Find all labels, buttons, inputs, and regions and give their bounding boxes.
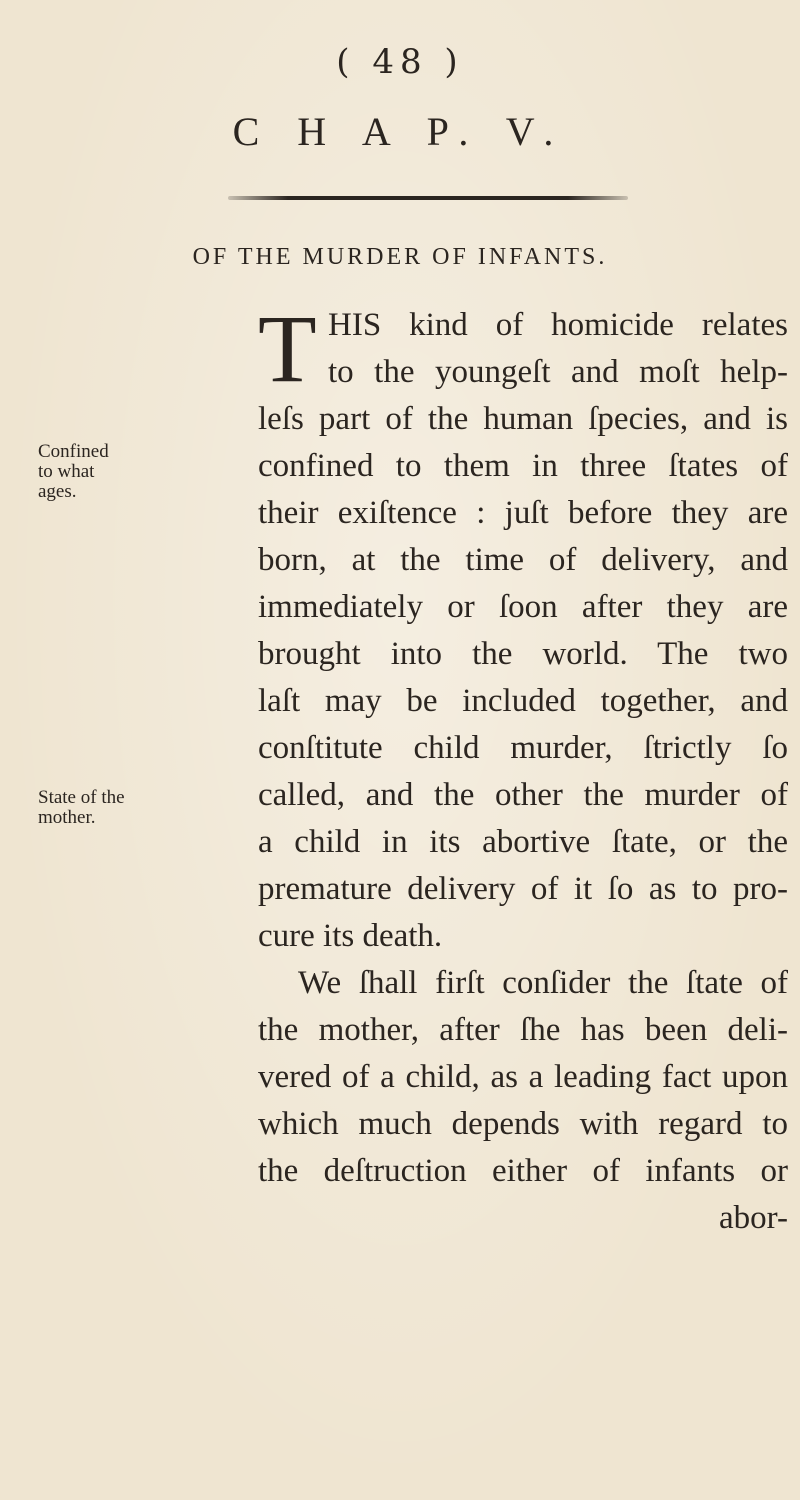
- body-text: [258, 295, 788, 1242]
- text-line: premature delivery of it ſo as to pro-: [258, 871, 788, 907]
- text-line: vered of a child, as a leading fact upon: [258, 1059, 788, 1095]
- text-line: their exiſtence : juſt before they are: [258, 495, 788, 531]
- text-line: born, at the time of delivery, and: [258, 542, 788, 578]
- text-line: the deſtruction either of infants or: [258, 1153, 788, 1189]
- text-line: brought into the world. The two: [258, 636, 788, 672]
- margin-note-line: to what: [38, 461, 95, 482]
- chapter-title: OF THE MURDER OF INFANTS.: [192, 244, 608, 270]
- text-line: which much depends with regard to: [258, 1106, 788, 1142]
- text-line-content: HIS kind of homicide relates: [328, 307, 788, 343]
- drop-cap: T: [258, 295, 317, 402]
- margin-note-confined: [38, 442, 238, 502]
- text-line: the mother, after ſhe has been deli-: [258, 1012, 788, 1048]
- chapter-heading: C H A P. V.: [232, 109, 568, 154]
- text-line: to the youngeſt and moſt help-: [328, 354, 788, 390]
- text-line: called, and the other the murder of: [258, 777, 788, 813]
- text-line: laſt may be included together, and: [258, 683, 788, 719]
- text-line: cure its death.: [258, 918, 443, 954]
- margin-note-state-of-mother: [38, 788, 238, 828]
- text-line: We ſhall firſt conſider the ſtate of: [298, 965, 788, 1001]
- chapter-rule: [228, 196, 628, 200]
- margin-note-line: Confined: [38, 441, 109, 462]
- page-number: ( 48 ): [336, 42, 464, 82]
- margin-note-line: ages.: [38, 481, 77, 502]
- margin-note-line: State of the: [38, 787, 125, 808]
- text-line: leſs part of the human ſpecies, and is: [258, 401, 788, 437]
- text-line: conſtitute child murder, ſtrictly ſo: [258, 730, 788, 766]
- text-line: confined to them in three ſtates of: [258, 448, 788, 484]
- text-line: immediately or ſoon after they are: [258, 589, 788, 625]
- margin-note-line: mother.: [38, 807, 96, 828]
- text-line: a child in its abortive ſtate, or the: [258, 824, 788, 860]
- catchword: abor-: [719, 1200, 788, 1236]
